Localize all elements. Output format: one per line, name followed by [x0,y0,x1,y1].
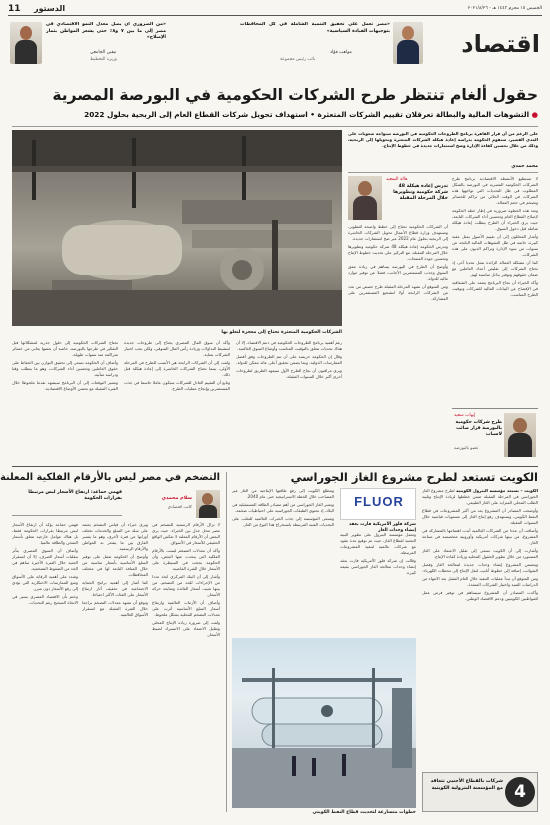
page-header [0,0,550,78]
factory-photo-caption: الشركات الحكومية المتعثرة تحتاج إلى معجزة لتعلو بها [221,330,342,335]
inflation-sub-box-text: فهمي حماعد: ارتفاع الأسعار ليس مرتبطا بقرارات الحكومة [28,490,122,502]
main-body-column-1: لا تستطيع الأنشطة الاقتصادية برنامج طرح الشركات الحكومية المصرية في البورصة بالشكل المطلوب في ظل التحديات التي تواجهها هذه الشركات في الوقت الحالي من تراكم للخسائر وتضخم في حجم العمالة. وتعد هذه الخطوة ضرورية في إطار خطة الحكومة لإصلاح القطاع العام وتحسين أداء الشركات التابعة، حيث يرى الخبراء أن الطرح يتطلب إعادة هيكلة شاملة قبل دخول السوق. وأشار المحللون إلى أن تقييم الأصول يمثل عقبة كبيرة، خاصة في ظل التشوهات المالية الناتجة عن سنوات من سوء الإدارة وتراكم الديون على هذه الشركات. كما أن مشكلة العمالة الزائدة تمثل تحديا آخر، إذ تحتاج الشركات إلى تقليص أعداد العاملين مع ضمان حقوقهم وتوفير بدائل مناسبة لهم. وأكد الخبراء أن نجاح البرنامج يعتمد على الشفافية في الإفصاح عن البيانات المالية للشركات وتوقيت الطرح المناسب. [452,176,538,297]
author-portrait [196,490,220,518]
refinery-illustration [232,638,416,808]
inflation-sub-box [12,490,122,516]
inflation-headline: التضخم في مصر ليس بالأرقام الفلكية المعلنة [0,472,220,483]
feature-number: 4 [514,782,526,802]
main-subheadline-text: التشوهات المالية والبطالة تعرقلان تقييم الشركات المتعثرة • استهداف تحويل شركات القطاع العام إلى الربحية بحلول 2022 [84,110,530,119]
divider [348,172,538,173]
masthead-logo: الدستور [34,4,66,13]
main-headline: حقول ألغام تنتظر طرح الشركات الحكومية في البورصة المصرية [52,86,538,104]
pull-quote-portrait [348,176,382,220]
page-number: 11 [8,4,21,14]
inflation-author-name: سلام محمدي [161,496,192,501]
main-body-column-3: تحتاج الشركات الحكومية إلى حلول جذرية لمشكلاتها قبل التفكير في طرحها بالبورصة، خاصة أن بعضها يعاني من خسائر متراكمة منذ سنوات طويلة. وأضاف أن الحكومة تسعى إلى تحقيق التوازن بين الحفاظ على حقوق العاملين وتحسين أداء الشركات، وهو ما يتطلب وقتا ودراسة متأنية. وتشير التوقعات إلى أن البرنامج سيشهد تقدما ملحوظا خلال الفترة المقبلة مع تحسن الأوضاع الاقتصادية. [12,340,118,391]
main-body-column-5: رغم أهمية برنامج الطروحات الحكومية في دعم الاقتصاد، إلا أن هناك تحديات تتعلق بالتوقيت المناسب وأوضاع السوق العالمية. وقال إن الحكومة حريصة على أن تتم الطروحات وفق أفضل الممارسات الدولية، وبما يضمن تحقيق أعلى عائد ممكن للدولة. ويرى مراقبون أن نجاح الطرح الأول سيمهد الطريق لطروحات أخرى أكبر خلال السنوات المقبلة. [236,340,342,379]
kuwait-headline: الكويت تستعد لطرح مشروع الغاز الجوراسي [290,470,538,484]
fluor-logo-box [340,488,416,520]
right-quote-author: مواهب فؤاد [330,50,352,55]
header-top-bar [8,6,542,16]
sidebar-quote: طرح شركات حكومية بالبورصة قرار صائب لاسباب [455,420,502,437]
right-quote-text: «مصر تعمل على تحقيق التنمية الشاملة في كل المحافظات بتوجيهات القيادة السياسية» [240,22,390,34]
main-body-column-4: وأكد أن سوق المال المصري يحتاج إلى طروحات جديدة لتنشيط التداولات وزيادة رأس المال السوقي، ولكن يجب اختيار الشركات بعناية. ولفت إلى أن الشركات الرابحة هي الأنسب للطرح في المرحلة الأولى، بينما تحتاج الشركات الخاسرة إلى إعادة هيكلة قبل ذلك. وتابع أن التقييم العادل للشركات سيكون عاملا حاسما في جذب المستثمرين وإنجاح عمليات الطرح. [124,340,230,391]
feature-number-badge [505,777,535,807]
inflation-author-role: كاتب اقتصادي [167,504,192,509]
divider [12,126,538,127]
kuwait-body-column-2: وتعمل مؤسسة البترول على تطوير البنية التحتية لقطاع الغاز، حيث تم توقيع عدة عقود مع شركات عالمية لتنفيذ المشروعات المرتبطة. وقالت إن شركة فلور الأمريكية فازت بعقد إنشاء وحدات معالجة الغاز الجوراسي بقيمة كبيرة. [340,532,416,575]
inflation-author-box [128,490,220,518]
inflation-body-column-1: لا تزال الأرقام الرسمية للتضخم في مصر محل جدل بين الخبراء، حيث يرى البعض أن الأرقام المعلنة لا تعكس الواقع الحقيقي للأسعار في الأسواق. وأكد أن معدلات التضخم ليست بالأرقام الفلكية التي يتحدث عنها البعض، وأن الحكومة نجحت في السيطرة على الأسعار خلال الفترة الماضية. وأشار إلى أن البنك المركزي اتخذ عددا من الإجراءات للحد من التضخم، من بينها تثبيت أسعار الفائدة ومتابعة حركة الأسعار. وأضاف أن الأزمات العالمية وارتفاع أسعار السلع الأساسية أثرت على معدلات التضخم المحلية بشكل ملحوظ. ولفت إلى ضرورة زيادة الإنتاج المحلي وتقليل الاعتماد على الاستيراد لضبط الأسعار. [152,522,220,637]
inflation-body-column-3: فهمي حماعد يؤكد أن ارتفاع الأسعار ليس مرتبطا بقرارات الحكومة فقط، بل هناك عوامل خارجية تتعلق بأسعار الشحن والطاقة عالميا. وأضاف أن السوق المصري يتأثر بتقلبات أسعار الصرف، إلا أن استقرار الجنيه خلال الفترة الأخيرة ساهم في الحد من الضغوط التضخمية. وشدد على أهمية الرقابة على الأسواق ومنع الممارسات الاحتكارية التي تؤدي إلى رفع الأسعار دون مبرر. وختم بأن الاقتصاد المصري يسير في الاتجاه الصحيح رغم التحديات. [12,522,78,605]
sidebar-role: عضو بالبورصة [454,445,479,450]
bottom-feature-box [422,772,538,812]
main-byline: محمد حمدي [511,164,538,169]
feature-text: شركات بالقطاع الأجنبي تتعاقد مع المؤسسة البترولية الكويتية [430,779,503,791]
pull-quote-text: تدرس إعادة هيكلة 48 شركة حكومية وتطويرها خلال المرحلة المقبلة [393,184,448,202]
main-body-column-2: أن الشركات الحكومية تحتاج إلى خطط واضحة للتطوير، وتستهدف وزارة قطاع الأعمال تحويل الشركات الخاسرة إلى الربحية بحلول عام 2022 عبر ضخ استثمارات جديدة. وتدرس الحكومة إعادة هيكلة 48 شركة حكومية وتطويرها خلال المرحلة المقبلة، مع التركيز على تحديث خطوط الإنتاج وتحسين جودة المنتجات. وأوضح أن الطرح في البورصة يساهم في زيادة عمق السوق وجذب المستثمرين الأجانب، فضلا عن توفير موارد مالية للدولة. ومن المتوقع أن تشهد المرحلة المقبلة طرح حصص من عدد من الشركات الرابحة أولا لتشجيع المستثمرين على المشاركة. [348,224,448,301]
sidebar-quote-box [452,408,538,460]
inflation-body-column-2: ويرى خبراء أن قياس التضخم يعتمد على سلة من السلع والخدمات تختلف أوزانها من فترة لأخرى، وهو ما يفسر الفارق بين ما يشعر به المواطن والأرقام الرسمية. وأوضح أن الحكومة تعمل على توفير السلع الأساسية بأسعار مناسبة من خلال المنافذ التابعة لها في مختلف المحافظات. كما أشار إلى أهمية برامج الحماية الاجتماعية في تخفيف آثار ارتفاع الأسعار على الفئات الأكثر احتياجا. وتوقع أن تشهد معدلات التضخم تراجعا خلال الفترة المقبلة مع استقرار الأسواق العالمية. [82,522,148,617]
right-quote-role: نائب رئيس مجموعة [280,57,316,62]
factory-photo [12,130,342,326]
date-line: الخميس ١٥ محرم ١٤٤٣ هـ - ٢٠٢١/٨/٢٦ [467,6,542,11]
bullet-icon: ● [531,110,538,119]
fluor-logo: FLUOR [354,494,404,509]
main-intro: على الرغم من أن قرار القاهرة برنامج الطروحات الحكومية في البورصة سيواجه صعوبات على المدى القصير، ستقوم الحكومة بدراسة إعادة هيكلة الشركات المتعثرة وتحويلها إلى الربحية، وذلك من خلال تحسين كفاءة الإدارة وضخ استثمارات جديدة في خطوط الإنتاج. [348,131,538,148]
left-quote-text: «من الضروري أن يصل معدل النمو الاقتصادي في مصر إلى ما بين ٧ و٨٪ حتى يشعر المواطن بثمار الإصلاح» [46,22,166,40]
left-quote-portrait [10,22,42,64]
right-quote-portrait [393,22,423,64]
divider [12,466,538,467]
main-subheadline [12,110,538,119]
kuwait-refinery-photo [232,638,416,808]
factory-illustration [12,130,342,326]
kuwait-photo-caption: خطوات متسارعة لتحديث قطاع النفط الكويتي [312,810,416,815]
kuwait-body-column-1: الكويت – تستعد مؤسسة البترول الكويتية لطرح مشروع الغاز الجوراسي في المرحلة المقبلة ضمن خططها لزيادة الإنتاج وتلبية الطلب المحلي المتزايد على الغاز الطبيعي. وأوضحت المصادر أن المشروع يعد من أكبر المشروعات في قطاع النفط الكويتي، ويستهدف رفع إنتاج الغاز إلى مستويات قياسية خلال السنوات المقبلة. وأضافت أن عددا من الشركات العالمية أبدت اهتمامها بالمشاركة في المشروع، من بينها شركات أمريكية وأوروبية متخصصة في صناعة الغاز. وأشارت إلى أن الكويت تسعى إلى تقليل الاعتماد على الغاز المستورد من خلال تطوير الحقول المحلية وزيادة كفاءة الإنتاج. ويتضمن المشروع إنشاء وحدات جديدة لمعالجة الغاز وفصل الشوائب، إضافة إلى خطوط أنابيب لنقل الإنتاج إلى محطات الكهرباء. ومن المتوقع أن تبدأ عمليات التنفيذ خلال العام المقبل بعد الانتهاء من الدراسات الفنية واختيار الشركات المنفذة. وأكدت المصادر أن المشروع سيساهم في توفير فرص عمل للمواطنين الكويتيين ودعم الاقتصاد الوطني. [422,488,538,601]
sidebar-label: إيهاب سعيد [454,413,476,418]
left-quote-role: وزيرة التخطيط [90,57,117,62]
fluor-logo-caption: شركة فلور الأمريكية فازت بعقد إنشاء وحدات الغاز [348,522,416,533]
pull-quote-label: هالة السعيد [386,177,408,182]
section-title: اقتصاد [461,30,540,58]
sidebar-portrait [504,413,536,457]
left-quote-author: نيفين الجامعي [90,50,117,55]
kuwait-body-column-3: وتتطلع الكويت إلى رفع طاقتها الإنتاجية من الغاز غير المصاحب خلال الخطة الاستراتيجية حتى عام 2040. ويعتبر الغاز الجوراسي من أهم مصادر الطاقة المستقبلية في البلاد، إذ تحتوي الطبقات الجوراسية على احتياطيات ضخمة. وتسعى المؤسسة إلى جذب الخبرات العالمية للتغلب على التحديات الفنية المرتبطة باستخراج هذا النوع من الغاز. [232,488,334,527]
divider [226,472,227,812]
